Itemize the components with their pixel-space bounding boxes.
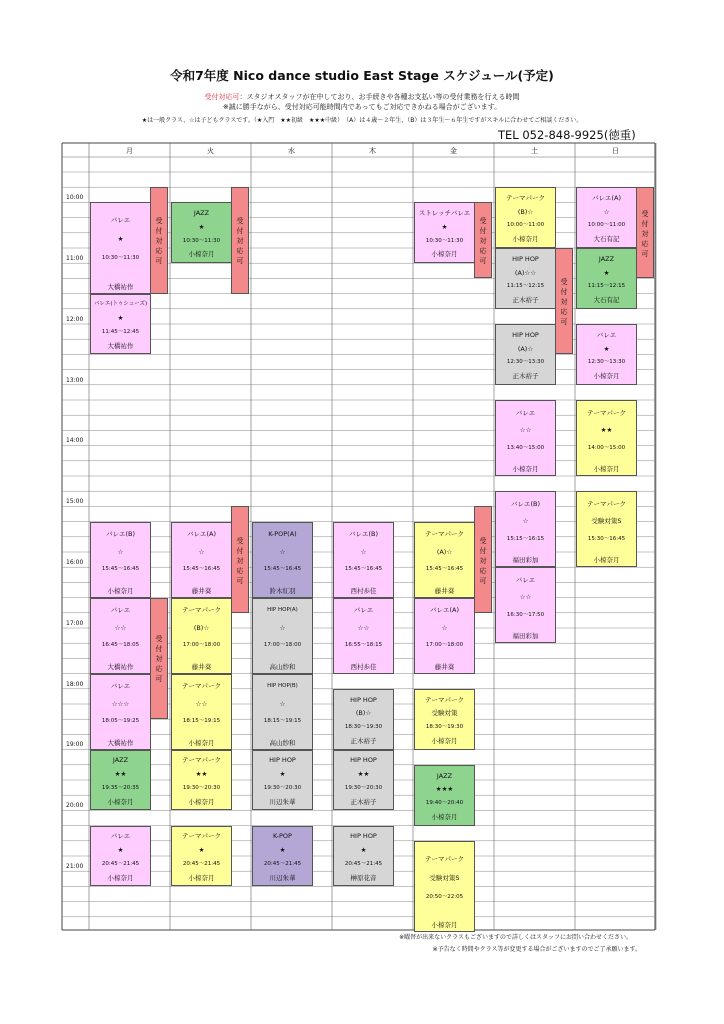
time-label: 15:00	[66, 498, 84, 506]
instructor-name: 大石有記	[593, 235, 620, 244]
footer-note-1: ※曜替が出来ないクラスもございますので詳しくはスタッフにお問い合わせください。	[399, 934, 632, 941]
reception-band-char: 付	[641, 219, 649, 228]
class-name: テーマパーク	[182, 832, 221, 841]
class-block-fri-1	[414, 202, 475, 263]
class-time: 16:55～18:15	[344, 642, 383, 649]
instructor-name: 小椋奈月	[431, 812, 458, 821]
class-block-tue-3	[171, 598, 232, 674]
instructor-name: 小椋奈月	[593, 465, 620, 473]
class-name: バレエ(A)	[429, 606, 460, 615]
day-header: 月	[126, 147, 133, 155]
instructor-name: 大橋祐作	[107, 662, 134, 671]
instructor-name: 藤井葵	[191, 586, 212, 595]
time-label: 19:00	[66, 741, 84, 749]
class-name: K-POP(A)	[268, 530, 297, 539]
class-block-sat-1	[495, 187, 556, 248]
class-level: ☆☆	[114, 623, 127, 632]
reception-band-char: 対	[155, 655, 163, 664]
time-label: 11:00	[66, 255, 84, 262]
instructor-name: 正木裕子	[350, 736, 377, 745]
class-name: テーマパーク	[425, 854, 464, 863]
class-name: バレエ(A)	[591, 194, 622, 203]
class-level: 受験対策	[431, 709, 458, 718]
class-name: HIP HOP(B)	[267, 683, 298, 690]
footer-note-2: ※予告なく時間やクラス等が変更する場合がございますのでご了承願います。	[432, 946, 641, 953]
reception-band-char: 受	[236, 217, 244, 226]
class-time: 10:30～11:30	[425, 237, 464, 244]
instructor-name: 高山紗和	[269, 662, 296, 671]
class-level: ★	[279, 846, 286, 855]
class-name: バレエ	[515, 575, 536, 584]
reception-band	[231, 506, 249, 612]
reception-band-char: 応	[236, 566, 244, 575]
instructor-name: 小椋奈月	[431, 736, 458, 745]
reception-band-char: 応	[479, 566, 487, 575]
reception-band-char: 応	[155, 247, 163, 256]
reception-band-char: 可	[479, 257, 487, 266]
instructor-name: 川辺朱華	[269, 873, 296, 882]
class-time: 10:00～11:00	[506, 222, 545, 229]
instructor-name: 藤井葵	[191, 662, 212, 671]
class-block-sun-1	[576, 187, 637, 248]
class-block-sat-3	[495, 324, 556, 385]
class-time: 19:40～20:40	[425, 800, 464, 807]
instructor-name: 大橋祐作	[107, 341, 134, 350]
class-block-mon-7	[90, 826, 151, 887]
class-time: 12:30～13:30	[587, 359, 626, 366]
reception-band-char: 可	[155, 257, 163, 266]
reception-band-char: 可	[641, 249, 649, 258]
class-time: 17:00～18:00	[263, 642, 302, 649]
reception-band-char: 受	[641, 209, 649, 218]
class-name: テーマパーク	[506, 194, 545, 203]
reception-band-char: 対	[479, 237, 487, 246]
instructor-name: 大橋祐作	[107, 282, 134, 291]
class-level: ☆	[279, 547, 286, 556]
class-time: 15:45～16:45	[182, 566, 221, 573]
class-name: テーマパーク	[425, 530, 464, 539]
class-level: (A)☆☆	[514, 268, 537, 277]
class-block-fri-2	[414, 522, 475, 598]
instructor-name: 正木裕子	[512, 295, 539, 304]
class-time: 20:45～21:45	[263, 860, 302, 867]
reception-band-char: 応	[641, 239, 649, 248]
reception-band	[555, 248, 573, 354]
class-time: 18:15～19:15	[263, 718, 302, 725]
instructor-name: 小椋奈月	[431, 920, 458, 929]
class-level: (B)☆	[193, 623, 210, 632]
reception-band-char: 可	[155, 675, 163, 684]
class-block-thu-4	[333, 750, 394, 811]
class-block-sun-2	[576, 248, 637, 309]
class-level: ☆	[279, 699, 286, 708]
time-label: 18:00	[66, 680, 84, 688]
reception-band-char: 可	[560, 318, 568, 327]
reception-band-char: 受	[155, 635, 163, 644]
class-block-tue-5	[171, 750, 232, 811]
class-level: ★	[198, 846, 205, 855]
class-name: HIP HOP	[512, 330, 539, 339]
instructor-name: 小椋奈月	[593, 371, 620, 380]
time-label: 13:00	[66, 376, 84, 384]
reception-band-char: 受	[479, 217, 487, 226]
class-time: 15:45～16:45	[263, 566, 302, 573]
class-name: JAZZ	[436, 771, 453, 780]
instructor-name: 正木裕子	[512, 371, 539, 380]
class-level: ★	[198, 222, 205, 231]
class-level: ★★	[357, 770, 370, 779]
class-block-sun-5	[576, 491, 637, 567]
class-level: ☆	[522, 517, 529, 526]
class-name: JAZZ	[598, 254, 615, 263]
class-time: 15:30～16:45	[587, 535, 626, 542]
time-label: 21:00	[66, 863, 84, 870]
class-block-wed-5	[252, 826, 313, 887]
class-time: 15:45～16:45	[425, 566, 464, 573]
reception-band-char: 対	[236, 556, 244, 565]
class-level: ☆	[441, 623, 448, 632]
class-level: ☆	[117, 547, 124, 556]
class-name: HIP HOP	[350, 756, 377, 765]
class-level: ☆☆	[195, 699, 208, 708]
class-level: ★	[360, 846, 367, 855]
class-block-mon-1	[90, 202, 151, 293]
instructor-name: 福田彩加	[512, 632, 539, 641]
reception-band-char: 可	[479, 576, 487, 585]
reception-band	[474, 506, 492, 612]
class-name: テーマパーク	[182, 756, 221, 765]
class-name: バレエ	[110, 832, 131, 841]
class-name: HIP HOP	[269, 756, 296, 765]
reception-band-char: 対	[641, 229, 649, 238]
class-name: HIP HOP	[350, 695, 377, 704]
time-label: 17:00	[66, 619, 84, 627]
class-time: 16:45～18:05	[101, 642, 140, 649]
reception-band-char: 付	[236, 227, 244, 236]
class-time: 15:45～16:45	[101, 566, 140, 573]
class-name: バレエ	[110, 216, 131, 225]
time-label: 10:00	[66, 194, 84, 202]
class-time: 17:00～18:00	[182, 642, 221, 649]
day-header: 木	[369, 147, 376, 155]
class-time: 15:15～16:15	[506, 535, 545, 542]
class-name: バレエ	[353, 606, 374, 615]
class-time: 12:30～13:30	[506, 359, 545, 366]
reception-band-char: 可	[236, 576, 244, 585]
instructor-name: 小椋奈月	[188, 797, 215, 806]
reception-band-char: 受	[155, 217, 163, 226]
reception-band-char: 付	[479, 227, 487, 236]
instructor-name: 西村歩佳	[350, 662, 377, 671]
instructor-name: 榊原花音	[350, 873, 377, 882]
reception-band-char: 付	[155, 227, 163, 236]
class-time: 20:45～21:45	[101, 860, 140, 867]
class-name: HIP HOP	[350, 832, 377, 841]
class-time: 18:30～19:30	[344, 724, 383, 731]
class-block-thu-5	[333, 826, 394, 887]
class-time: 14:00～15:00	[587, 444, 626, 451]
time-label: 20:00	[66, 802, 84, 810]
phone-number: TEL 052-848-9925(徳重)	[498, 128, 636, 142]
class-time: 10:00～11:00	[587, 222, 626, 229]
class-level: ★	[117, 235, 124, 244]
instructor-name: 西村歩佳	[350, 586, 377, 595]
class-level: (B)☆	[517, 207, 534, 216]
instructor-name: 大橋祐作	[107, 738, 134, 747]
class-name: バレエ	[515, 408, 536, 417]
class-block-thu-1	[333, 522, 394, 598]
time-label: 14:00	[66, 437, 84, 445]
class-block-mon-3	[90, 522, 151, 598]
reception-band-char: 受	[236, 536, 244, 545]
class-level: ☆	[603, 207, 610, 216]
notice-line-2: ※誠に勝手ながら、受付対応可能時間内であってもご対応できかねる場合がございます。	[222, 103, 502, 111]
reception-band	[150, 187, 168, 293]
class-block-mon-2	[90, 294, 151, 355]
class-time: 20:45～21:45	[344, 860, 383, 867]
class-name: バレエ	[596, 330, 617, 339]
day-header: 水	[288, 147, 295, 155]
class-name: テーマパーク	[182, 606, 221, 615]
class-block-mon-5	[90, 674, 151, 750]
class-time: 18:05～19:25	[101, 718, 140, 725]
class-name: HIP HOP	[512, 254, 539, 263]
class-block-wed-4	[252, 750, 313, 811]
instructor-name: 藤井葵	[434, 662, 455, 671]
class-block-tue-6	[171, 826, 232, 887]
class-block-tue-4	[171, 674, 232, 750]
class-time: 20:50～22:05	[425, 893, 464, 900]
class-name: JAZZ	[193, 209, 210, 218]
day-header: 金	[450, 147, 457, 155]
class-level: ☆	[279, 623, 286, 632]
reception-band-char: 付	[560, 288, 568, 297]
instructor-name: 小椋奈月	[188, 250, 215, 259]
class-block-mon-6	[90, 750, 151, 811]
class-level: ☆☆☆	[111, 699, 130, 708]
class-level: ★★	[195, 770, 208, 779]
instructor-name: 小椋奈月	[107, 873, 134, 882]
reception-band-char: 可	[236, 257, 244, 266]
class-name: HIP HOP(A)	[267, 607, 298, 614]
reception-band-char: 応	[155, 665, 163, 674]
day-header: 土	[531, 147, 538, 155]
class-block-thu-3	[333, 689, 394, 750]
class-name: ストレッチバレエ	[418, 209, 471, 218]
class-time: 18:30～19:30	[425, 724, 464, 731]
reception-band-char: 付	[236, 546, 244, 555]
class-name: バレエ(A)	[186, 530, 217, 539]
class-block-sat-6	[495, 567, 556, 643]
class-level: ★★	[114, 770, 127, 779]
level-legend: ★は一般クラス、☆は子どもクラスです。（★入門 ★★初級 ★★★中級） （A）は４歳～２年生、（B）は３年生～６年生ですがスキルに合わせてご相談ください。	[141, 117, 583, 124]
page-title: 令和7年度 Nico dance studio East Stage スケジュール(予定)	[170, 68, 554, 83]
class-time: 19:30～20:30	[344, 784, 383, 791]
class-level: (A)☆	[517, 344, 534, 353]
class-level: ☆	[360, 547, 367, 556]
class-level: ★	[117, 846, 124, 855]
class-time: 11:15～12:15	[587, 283, 626, 290]
time-label: 12:00	[66, 315, 84, 323]
class-name: バレエ(B)	[348, 530, 379, 539]
class-name: バレエ(B)	[105, 530, 136, 539]
class-name: バレエ(B)	[510, 499, 541, 508]
class-block-sun-4	[576, 400, 637, 476]
class-level: ☆	[198, 547, 205, 556]
class-level: ★	[603, 268, 610, 277]
class-level: ★	[279, 770, 286, 779]
class-name: テーマパーク	[182, 682, 221, 691]
instructor-name: 小椋奈月	[431, 250, 458, 259]
class-name: テーマパーク	[587, 499, 626, 508]
class-time: 18:15～19:15	[182, 718, 221, 725]
class-block-wed-1	[252, 522, 313, 598]
day-header: 日	[612, 147, 619, 155]
notice-label: 受付対応可	[204, 93, 240, 101]
class-level: 受験対策S	[429, 873, 460, 882]
class-level: ★	[441, 222, 448, 231]
class-block-sat-4	[495, 400, 556, 476]
class-level: ★★	[600, 426, 613, 435]
class-block-mon-4	[90, 598, 151, 674]
class-name: バレエ	[110, 606, 131, 615]
instructor-name: 小椋奈月	[512, 235, 539, 244]
class-block-wed-2	[252, 598, 313, 674]
class-level: ★	[603, 344, 610, 353]
class-block-sat-2	[495, 248, 556, 309]
class-time: 16:30～17:50	[506, 611, 545, 618]
class-time: 15:45～16:45	[344, 566, 383, 573]
class-block-fri-6	[414, 841, 475, 932]
class-name: JAZZ	[112, 756, 129, 765]
instructor-name: 福田彩加	[512, 556, 539, 565]
reception-band-char: 対	[155, 237, 163, 246]
instructor-name: 小椋奈月	[593, 556, 620, 565]
reception-band-char: 付	[479, 546, 487, 555]
reception-band-char: 応	[479, 247, 487, 256]
reception-band-char: 対	[560, 298, 568, 307]
class-block-fri-4	[414, 689, 475, 750]
class-time: 13:40～15:00	[506, 444, 545, 451]
instructor-name: 川辺朱華	[269, 797, 296, 806]
class-block-tue-2	[171, 522, 232, 598]
class-time: 19:30～20:30	[263, 784, 302, 791]
class-time: 10:30～11:30	[101, 255, 140, 262]
class-time: 11:15～12:15	[506, 283, 545, 290]
class-block-fri-3	[414, 598, 475, 674]
class-name: バレエ(トゥシューズ)	[93, 301, 148, 308]
class-level: ☆☆	[357, 623, 370, 632]
instructor-name: 小椋奈月	[188, 738, 215, 747]
instructor-name: 小椋奈月	[107, 586, 134, 595]
class-block-fri-5	[414, 765, 475, 826]
class-block-tue-1	[171, 202, 232, 263]
class-level: ★★★	[435, 785, 454, 794]
time-label: 16:00	[66, 559, 84, 566]
reception-band	[636, 187, 654, 278]
class-level: ★	[117, 314, 124, 323]
reception-band-char: 対	[479, 556, 487, 565]
class-level: 受験対策S	[591, 517, 622, 526]
class-level: (B)☆	[355, 709, 372, 718]
reception-band-char: 付	[155, 645, 163, 654]
class-block-wed-3	[252, 674, 313, 750]
instructor-name: 小椋奈月	[107, 797, 134, 806]
reception-band	[474, 202, 492, 278]
class-time: 19:35～20:35	[101, 784, 140, 791]
instructor-name: 小椋奈月	[512, 465, 539, 473]
instructor-name: 小椋奈月	[188, 873, 215, 882]
class-block-sat-5	[495, 491, 556, 567]
reception-band	[150, 598, 168, 720]
class-time: 19:30～20:30	[182, 784, 221, 791]
class-level: ☆☆	[519, 426, 532, 435]
instructor-name: 鈴木紅羽	[269, 586, 296, 595]
reception-band-char: 受	[560, 278, 568, 287]
class-level: (A)☆	[436, 547, 453, 556]
class-time: 20:45～21:45	[182, 860, 221, 867]
day-header: 火	[207, 147, 214, 155]
class-name: バレエ	[110, 682, 131, 691]
class-time: 17:00～18:00	[425, 642, 464, 649]
reception-band	[231, 187, 249, 293]
class-name: K-POP	[273, 832, 292, 841]
class-block-thu-2	[333, 598, 394, 674]
instructor-name: 藤井葵	[434, 586, 455, 595]
class-block-sun-3	[576, 324, 637, 385]
class-name: テーマパーク	[425, 695, 464, 704]
notice-text: ：スタジオスタッフが在中しており、お手続きや各種お支払い等の受付業務を行える時間	[239, 93, 520, 101]
class-time: 11:45～12:45	[101, 328, 140, 335]
class-level: ☆☆	[519, 593, 532, 602]
instructor-name: 正木裕子	[350, 797, 377, 806]
reception-band-char: 受	[479, 536, 487, 545]
reception-band-char: 応	[236, 247, 244, 256]
class-name: テーマパーク	[587, 408, 626, 417]
class-time: 10:30～11:30	[182, 237, 221, 244]
reception-band-char: 応	[560, 308, 568, 317]
instructor-name: 高山紗和	[269, 738, 296, 747]
reception-band-char: 対	[236, 237, 244, 246]
instructor-name: 大石有記	[593, 295, 620, 304]
